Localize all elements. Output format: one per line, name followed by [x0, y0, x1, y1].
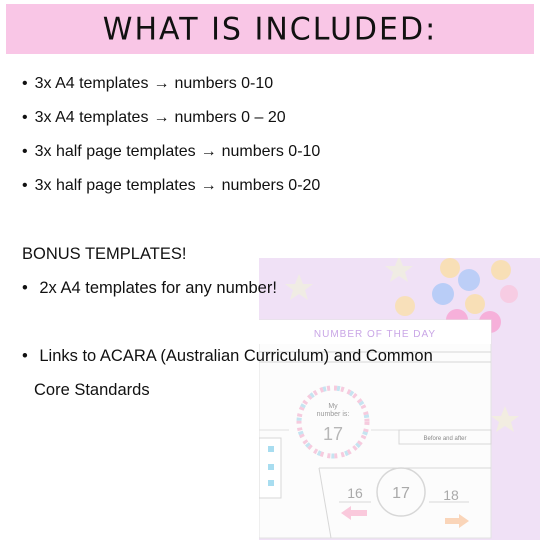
- photo-illustration: [259, 258, 540, 540]
- bullet-icon: •: [22, 75, 28, 92]
- list-item-continuation: Core Standards: [34, 381, 150, 399]
- bonus-heading: BONUS TEMPLATES!: [22, 245, 187, 263]
- bullet-icon: •: [22, 347, 28, 365]
- list-item: • 2x A4 templates for any number!: [22, 279, 277, 297]
- circle-number: 17: [322, 424, 344, 444]
- arrow-right-icon: →: [200, 177, 217, 194]
- product-photo: [259, 258, 540, 540]
- before-number: 16: [347, 485, 363, 501]
- arrow-right-icon: →: [153, 109, 170, 126]
- list-item: • 3x half page templates → numbers 0-20: [22, 177, 321, 194]
- header-banner: [6, 4, 534, 54]
- page-title: WHAT IS INCLUDED:: [102, 10, 438, 48]
- list-item: • 3x A4 templates → numbers 0-10: [22, 75, 274, 92]
- arrow-right-icon: →: [200, 143, 217, 160]
- bullet-icon: •: [22, 143, 28, 160]
- center-number: 17: [392, 485, 410, 502]
- arrow-right-icon: →: [153, 75, 170, 92]
- list-item: • 3x A4 templates → numbers 0 – 20: [22, 109, 286, 126]
- bullet-icon: •: [22, 279, 28, 297]
- after-number: 18: [443, 487, 459, 503]
- sheet-title: NUMBER OF THE DAY: [313, 329, 437, 340]
- bullet-icon: •: [22, 177, 28, 194]
- before-after-label: Before and after: [423, 436, 467, 442]
- circle-label: number is:: [316, 411, 350, 418]
- circle-label: My: [328, 403, 338, 410]
- bullet-icon: •: [22, 109, 28, 126]
- list-item: • 3x half page templates → numbers 0-10: [22, 143, 321, 160]
- list-item: • Links to ACARA (Australian Curriculum) and Common: [22, 347, 433, 365]
